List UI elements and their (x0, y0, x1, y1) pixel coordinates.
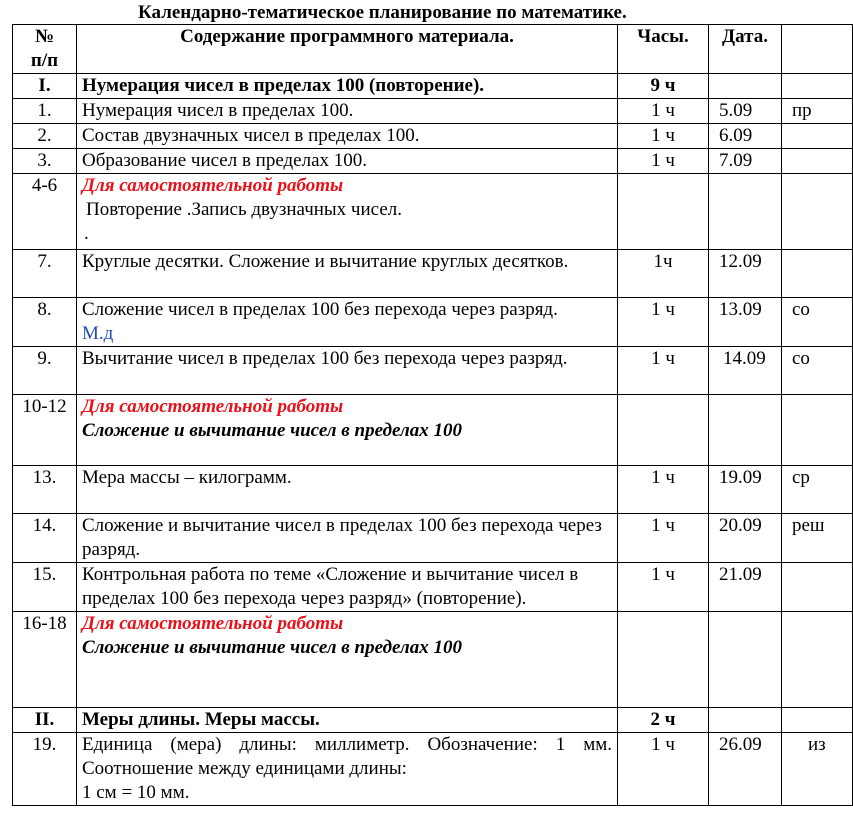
row-content: Нумерация чисел в пределах 100. (77, 99, 618, 124)
row-content: Вычитание чисел в пределах 100 без перехода через разряд. (77, 347, 618, 395)
row-hours: 1 ч (618, 347, 709, 395)
table-row (13, 347, 853, 395)
row-content: Сложение и вычитание чисел в пределах 100 без перехода через разряд. (77, 514, 618, 563)
row-content (77, 733, 618, 806)
row-num: 3. (13, 149, 77, 174)
row-hours (618, 395, 709, 466)
header-hours: Часы. (618, 25, 709, 74)
row-content (77, 395, 618, 466)
table-row (13, 298, 853, 347)
row-date: 5.09 (709, 99, 782, 124)
table-row (13, 612, 853, 708)
row-num: 13. (13, 466, 77, 514)
row-extra (782, 708, 853, 733)
row-content-line: Повторение .Запись двузначных чисел. (86, 199, 402, 220)
row-content-dot: . (84, 223, 89, 244)
row-date (709, 395, 782, 466)
row-extra: реш (782, 514, 853, 563)
row-hours: 1 ч (618, 149, 709, 174)
row-content-line: 1 см = 10 мм. (82, 782, 190, 803)
row-num: 2. (13, 124, 77, 149)
row-date (709, 174, 782, 250)
row-num: 9. (13, 347, 77, 395)
row-date: 19.09 (709, 466, 782, 514)
header-date: Дата. (709, 25, 782, 74)
row-num: 14. (13, 514, 77, 563)
table-row (13, 99, 853, 124)
row-num: 4-6 (13, 174, 77, 250)
self-study-label: Для самостоятельной работы (82, 175, 344, 196)
row-content (77, 298, 618, 347)
row-date: 13.09 (709, 298, 782, 347)
table-header-row (13, 25, 853, 74)
row-extra (782, 612, 853, 708)
table-row (13, 563, 853, 612)
row-content-note: М.д (82, 323, 114, 344)
row-content-line: Сложение и вычитание чисел в пределах 100 (82, 637, 462, 658)
table-row (13, 733, 853, 806)
table-row (13, 708, 853, 733)
row-extra (782, 563, 853, 612)
row-extra: ср (782, 466, 853, 514)
header-num: № п/п (13, 25, 77, 74)
row-num: II. (13, 708, 77, 733)
row-content-line: Сложение чисел в пределах 100 без перехода через разряд. (82, 299, 558, 320)
row-date (709, 708, 782, 733)
page-title: Календарно-тематическое планирование по математике. (138, 2, 627, 23)
row-hours: 1 ч (618, 514, 709, 563)
row-extra: со (782, 298, 853, 347)
table-row (13, 514, 853, 563)
row-hours (618, 612, 709, 708)
self-study-label: Для самостоятельной работы (82, 396, 344, 417)
self-study-label: Для самостоятельной работы (82, 613, 344, 634)
table-row (13, 174, 853, 250)
row-date: 12.09 (709, 250, 782, 298)
row-num: 7. (13, 250, 77, 298)
table-row (13, 124, 853, 149)
row-content (77, 174, 618, 250)
row-date: 20.09 (709, 514, 782, 563)
row-extra (782, 149, 853, 174)
row-content-line: Единица (мера) длины: миллиметр. Обозначение: 1 мм. Соотношение между единицами длины: (82, 734, 612, 779)
row-hours: 1 ч (618, 733, 709, 806)
row-num: 15. (13, 563, 77, 612)
row-num: I. (13, 74, 77, 99)
row-date: 14.09 (709, 347, 782, 395)
row-hours (618, 174, 709, 250)
row-extra: пр (782, 99, 853, 124)
row-hours: 1ч (618, 250, 709, 298)
row-hours: 1 ч (618, 563, 709, 612)
row-content: Круглые десятки. Сложение и вычитание круглых десятков. (77, 250, 618, 298)
table-row (13, 74, 853, 99)
header-extra (782, 25, 853, 74)
row-date (709, 612, 782, 708)
row-extra: со (782, 347, 853, 395)
row-content (77, 612, 618, 708)
row-hours: 2 ч (618, 708, 709, 733)
table-row (13, 149, 853, 174)
row-num: 8. (13, 298, 77, 347)
row-content: Нумерация чисел в пределах 100 (повторение). (77, 74, 618, 99)
row-content-line: Сложение и вычитание чисел в пределах 100 (82, 420, 462, 441)
row-num: 10-12 (13, 395, 77, 466)
row-date: 26.09 (709, 733, 782, 806)
table-row (13, 395, 853, 466)
row-extra: из (782, 733, 853, 806)
row-num: 1. (13, 99, 77, 124)
row-content: Образование чисел в пределах 100. (77, 149, 618, 174)
row-num: 16-18 (13, 612, 77, 708)
row-hours: 1 ч (618, 298, 709, 347)
row-extra (782, 74, 853, 99)
row-extra (782, 124, 853, 149)
row-content: Мера массы – килограмм. (77, 466, 618, 514)
row-content: Меры длины. Меры массы. (77, 708, 618, 733)
table-row (13, 250, 853, 298)
row-date: 6.09 (709, 124, 782, 149)
header-content: Содержание программного материала. (77, 25, 618, 74)
row-extra (782, 395, 853, 466)
row-content: Контрольная работа по теме «Сложение и вычитание чисел в пределах 100 без перехода через разряд» (повторение). (77, 563, 618, 612)
row-hours: 1 ч (618, 99, 709, 124)
table-row (13, 466, 853, 514)
row-extra (782, 250, 853, 298)
row-date: 21.09 (709, 563, 782, 612)
row-date (709, 74, 782, 99)
row-date: 7.09 (709, 149, 782, 174)
row-hours: 1 ч (618, 466, 709, 514)
row-hours: 1 ч (618, 124, 709, 149)
row-hours: 9 ч (618, 74, 709, 99)
row-content: Состав двузначных чисел в пределах 100. (77, 124, 618, 149)
row-extra (782, 174, 853, 250)
row-num: 19. (13, 733, 77, 806)
planning-table (12, 24, 853, 806)
